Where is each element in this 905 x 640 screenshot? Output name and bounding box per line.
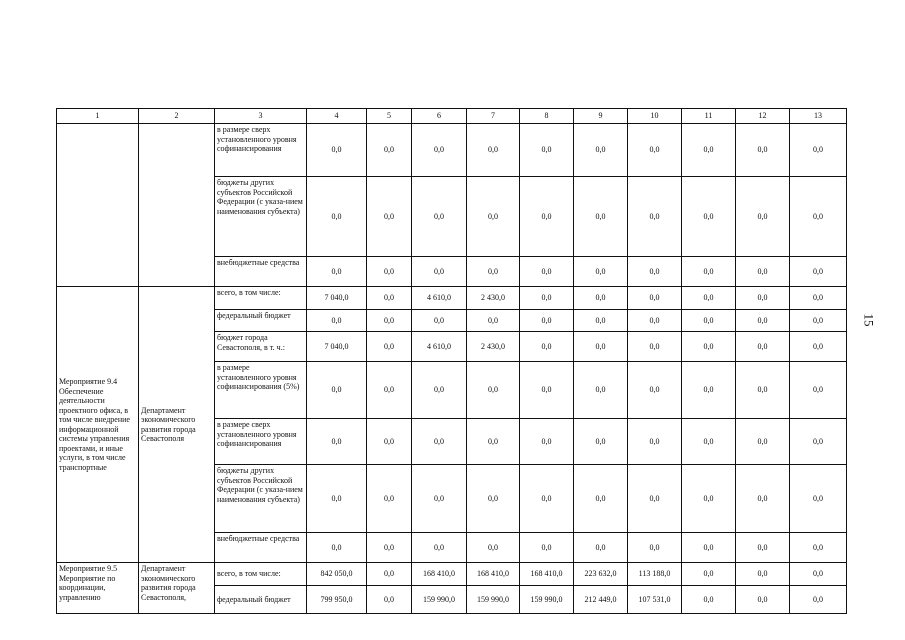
value-cell: 0,0: [520, 177, 574, 257]
value-cell: 168 410,0: [467, 563, 520, 586]
value-cell: 0,0: [790, 177, 847, 257]
table-row: [57, 563, 847, 586]
header-cell: 4: [307, 109, 367, 124]
page-number: 15: [861, 313, 877, 327]
value-cell: 0,0: [467, 362, 520, 419]
funding-source: федеральный бюджет: [215, 586, 307, 614]
value-cell: 0,0: [682, 287, 736, 310]
value-cell: 0,0: [682, 465, 736, 533]
header-cell: 7: [467, 109, 520, 124]
value-cell: 0,0: [520, 124, 574, 177]
value-cell: 0,0: [412, 533, 467, 563]
value-cell: 0,0: [412, 465, 467, 533]
value-cell: 0,0: [367, 257, 412, 287]
header-row: [57, 109, 847, 124]
value-cell: 0,0: [682, 257, 736, 287]
value-cell: 0,0: [682, 419, 736, 465]
value-cell: 159 990,0: [412, 586, 467, 614]
value-cell: 0,0: [736, 332, 790, 362]
measure-name: Мероприятие 9.5 Мероприятие по координации, управлению: [57, 563, 139, 614]
value-cell: 0,0: [467, 257, 520, 287]
value-cell: 0,0: [736, 465, 790, 533]
value-cell: 0,0: [574, 419, 628, 465]
value-cell: 0,0: [367, 563, 412, 586]
value-cell: 0,0: [307, 257, 367, 287]
measure-name: Мероприятие 9.4 Обеспечение деятельности проектного офиса, в том числе внедрение информационной системы управления проектами, и иные услуги, в том числе транспортные: [57, 287, 139, 563]
value-cell: 0,0: [628, 124, 682, 177]
value-cell: 0,0: [520, 287, 574, 310]
funding-source: бюджеты других субъектов Российской Федерации (с указа-нием наименования субъекта): [215, 465, 307, 533]
value-cell: 0,0: [682, 563, 736, 586]
executor-name: Департамент экономического развития города Севастополя: [139, 287, 215, 563]
value-cell: 0,0: [520, 257, 574, 287]
value-cell: 0,0: [736, 177, 790, 257]
header-cell: 8: [520, 109, 574, 124]
value-cell: 0,0: [628, 362, 682, 419]
executor-name: Департамент экономического развития города Севастополя,: [139, 563, 215, 614]
value-cell: 0,0: [467, 533, 520, 563]
funding-source: бюджеты других субъектов Российской Федерации (с указа-нием наименования субъекта): [215, 177, 307, 257]
value-cell: 0,0: [307, 533, 367, 563]
value-cell: 113 188,0: [628, 563, 682, 586]
value-cell: 0,0: [736, 287, 790, 310]
header-cell: 11: [682, 109, 736, 124]
value-cell: 0,0: [682, 362, 736, 419]
value-cell: 0,0: [736, 362, 790, 419]
funding-source: в размере сверх установленного уровня софинансирования: [215, 124, 307, 177]
value-cell: 0,0: [736, 124, 790, 177]
value-cell: 0,0: [790, 586, 847, 614]
value-cell: 0,0: [367, 332, 412, 362]
value-cell: 0,0: [520, 332, 574, 362]
value-cell: 7 040,0: [307, 287, 367, 310]
value-cell: 0,0: [467, 124, 520, 177]
value-cell: 2 430,0: [467, 287, 520, 310]
value-cell: 0,0: [367, 533, 412, 563]
value-cell: 0,0: [307, 419, 367, 465]
value-cell: 0,0: [367, 287, 412, 310]
value-cell: 0,0: [574, 533, 628, 563]
value-cell: 0,0: [790, 310, 847, 332]
header-cell: 10: [628, 109, 682, 124]
value-cell: 0,0: [628, 332, 682, 362]
value-cell: 0,0: [367, 586, 412, 614]
value-cell: 0,0: [307, 124, 367, 177]
header-cell: 9: [574, 109, 628, 124]
funding-source: всего, в том числе:: [215, 287, 307, 310]
value-cell: 0,0: [367, 465, 412, 533]
value-cell: 4 610,0: [412, 332, 467, 362]
value-cell: 799 950,0: [307, 586, 367, 614]
value-cell: 0,0: [628, 533, 682, 563]
value-cell: 0,0: [412, 419, 467, 465]
funding-source: всего, в том числе:: [215, 563, 307, 586]
value-cell: 0,0: [628, 419, 682, 465]
measure-cell-continued: [57, 124, 139, 287]
value-cell: 0,0: [307, 310, 367, 332]
executor-cell-continued: [139, 124, 215, 287]
value-cell: 0,0: [628, 257, 682, 287]
value-cell: 0,0: [467, 177, 520, 257]
value-cell: 0,0: [736, 310, 790, 332]
funding-source: внебюджетные средства: [215, 257, 307, 287]
value-cell: 0,0: [412, 362, 467, 419]
value-cell: 159 990,0: [520, 586, 574, 614]
table-row: [57, 124, 847, 177]
value-cell: 0,0: [682, 332, 736, 362]
value-cell: 0,0: [520, 465, 574, 533]
value-cell: 0,0: [790, 287, 847, 310]
value-cell: 212 449,0: [574, 586, 628, 614]
value-cell: 0,0: [367, 177, 412, 257]
funding-source: бюджет города Севастополя, в т. ч.:: [215, 332, 307, 362]
header-cell: 1: [57, 109, 139, 124]
value-cell: 0,0: [574, 287, 628, 310]
value-cell: 0,0: [736, 563, 790, 586]
value-cell: 0,0: [307, 177, 367, 257]
value-cell: 842 050,0: [307, 563, 367, 586]
header-cell: 5: [367, 109, 412, 124]
value-cell: 0,0: [467, 310, 520, 332]
value-cell: 0,0: [628, 310, 682, 332]
funding-source: внебюджетные средства: [215, 533, 307, 563]
value-cell: 0,0: [682, 310, 736, 332]
value-cell: 0,0: [736, 533, 790, 563]
value-cell: 0,0: [682, 586, 736, 614]
value-cell: 0,0: [520, 310, 574, 332]
value-cell: 0,0: [467, 465, 520, 533]
value-cell: 0,0: [682, 124, 736, 177]
header-cell: 13: [790, 109, 847, 124]
value-cell: 0,0: [790, 465, 847, 533]
value-cell: 0,0: [790, 124, 847, 177]
header-cell: 12: [736, 109, 790, 124]
value-cell: 0,0: [412, 257, 467, 287]
value-cell: 0,0: [790, 257, 847, 287]
value-cell: 7 040,0: [307, 332, 367, 362]
header-cell: 6: [412, 109, 467, 124]
table-row: [57, 287, 847, 310]
funding-table: [56, 108, 847, 614]
value-cell: 0,0: [574, 257, 628, 287]
funding-source: федеральный бюджет: [215, 310, 307, 332]
value-cell: 0,0: [790, 533, 847, 563]
value-cell: 159 990,0: [467, 586, 520, 614]
value-cell: 0,0: [736, 257, 790, 287]
value-cell: 0,0: [574, 310, 628, 332]
value-cell: 0,0: [412, 124, 467, 177]
value-cell: 0,0: [367, 362, 412, 419]
value-cell: 0,0: [574, 177, 628, 257]
value-cell: 0,0: [520, 533, 574, 563]
value-cell: 223 632,0: [574, 563, 628, 586]
value-cell: 0,0: [790, 332, 847, 362]
value-cell: 2 430,0: [467, 332, 520, 362]
value-cell: 0,0: [736, 586, 790, 614]
value-cell: 0,0: [736, 419, 790, 465]
value-cell: 0,0: [628, 177, 682, 257]
value-cell: 0,0: [628, 465, 682, 533]
value-cell: 0,0: [520, 362, 574, 419]
value-cell: 0,0: [790, 563, 847, 586]
value-cell: 0,0: [307, 362, 367, 419]
value-cell: 0,0: [574, 124, 628, 177]
value-cell: 0,0: [790, 419, 847, 465]
value-cell: 0,0: [412, 310, 467, 332]
value-cell: 0,0: [520, 419, 574, 465]
value-cell: 0,0: [574, 465, 628, 533]
funding-source: в размере сверх установленного уровня софинансирования: [215, 419, 307, 465]
value-cell: 0,0: [682, 177, 736, 257]
header-cell: 3: [215, 109, 307, 124]
value-cell: 0,0: [628, 287, 682, 310]
value-cell: 0,0: [790, 362, 847, 419]
funding-source: в размере установленного уровня софинансирования (5%): [215, 362, 307, 419]
header-cell: 2: [139, 109, 215, 124]
value-cell: 168 410,0: [412, 563, 467, 586]
value-cell: 0,0: [367, 124, 412, 177]
value-cell: 107 531,0: [628, 586, 682, 614]
value-cell: 0,0: [682, 533, 736, 563]
value-cell: 0,0: [367, 419, 412, 465]
value-cell: 0,0: [412, 177, 467, 257]
value-cell: 4 610,0: [412, 287, 467, 310]
value-cell: 0,0: [367, 310, 412, 332]
value-cell: 0,0: [574, 332, 628, 362]
value-cell: 0,0: [307, 465, 367, 533]
value-cell: 0,0: [574, 362, 628, 419]
value-cell: 168 410,0: [520, 563, 574, 586]
value-cell: 0,0: [467, 419, 520, 465]
